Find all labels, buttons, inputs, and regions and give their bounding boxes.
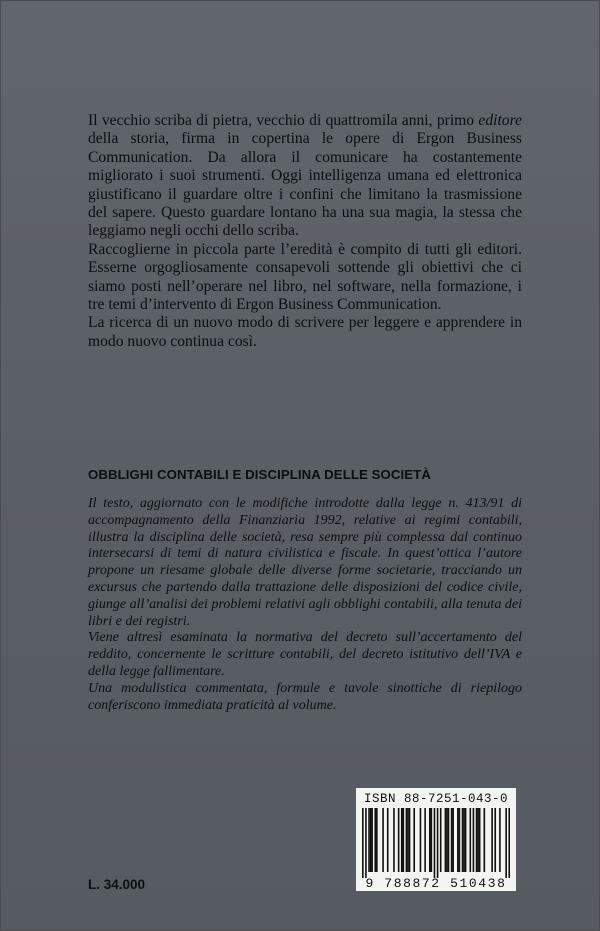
barcode-bar: [437, 808, 439, 878]
barcode-bar: [429, 808, 431, 872]
barcode-bar: [457, 808, 459, 872]
barcode-bar: [371, 808, 373, 872]
barcode-bar: [494, 808, 496, 872]
barcode-bar: [459, 808, 461, 872]
barcode-bar: [479, 808, 481, 872]
barcode-bar: [451, 808, 453, 872]
barcode-bar: [505, 808, 507, 878]
barcode-bar: [409, 808, 411, 872]
barcode-bar: [387, 808, 389, 872]
intro-emphasis: editore: [478, 112, 522, 129]
intro-paragraph-2: Raccoglierne in piccola parte l’eredità è compito di tutti gli editori. Esserne orgogliosamente consapevoli sottende gli obiettivi che ci siamo posti nell’operare nel libro, nel software, nella formazione, i tre temi d’intervento di Ergon Business Communication.: [88, 240, 522, 314]
barcode-bar: [362, 808, 364, 878]
barcode-bar: [403, 808, 405, 872]
barcode-bar: [431, 808, 433, 872]
barcode-bar: [452, 808, 454, 872]
barcode-bars: [362, 808, 510, 878]
ean-number: 9 788872 510438: [365, 876, 507, 891]
barcode-bar: [424, 808, 426, 872]
isbn-label: ISBN 88-7251-043-0: [363, 792, 509, 806]
description-paragraph-1: Il testo, aggiornato con le modifiche introdotte dalla legge n. 413/91 di accompagnamento della Finanziaria 1992, relative ai regimi contabili, illustra la disciplina delle società, resa sempre più complessa dal continuo intersecarsi di temi di natura civilistica e fiscale. In quest’ottica l’autore propone un riesame globale delle diverse forme societarie, tracciando un excursus che partendo dalla trattazione delle disposizioni del codice civile, giunge all’analisi dei problemi relativi agli obblighi contabili, alla tenuta dei libri e dei registri.: [88, 496, 522, 629]
publisher-intro: [88, 112, 522, 351]
barcode-bar: [476, 808, 478, 872]
description-paragraph-2: Viene altresì esaminata la normativa del decreto sull’accertamento del reddito, concernente le scritture contabili, del decreto istitutivo dell’IVA e della legge fallimentare.: [88, 630, 522, 679]
barcode-block: [356, 788, 516, 891]
price-label: L. 34.000: [88, 877, 146, 892]
intro-text-rest: della storia, firma in copertina le opere di Ergon Business Communication. Da allora il comunicare ha costantemente migliorato i suoi strumenti. Oggi intelligenza umana ed elettronica giustificano il guardare oltre i confini che limitano la trasmissione del sapere. Questo guardare lontano ha una sua magia, la stessa che leggiamo negli occhi dello scriba.: [88, 130, 522, 240]
barcode-bar: [491, 808, 493, 872]
barcode-bar: [462, 808, 464, 872]
barcode-bar: [473, 808, 475, 872]
barcode-bar: [463, 808, 465, 872]
barcode-bar: [440, 808, 442, 872]
barcode-bar: [448, 808, 450, 872]
barcode-bar: [434, 808, 436, 878]
barcode-bar: [469, 808, 471, 872]
barcode-bar: [365, 808, 367, 878]
barcode-bar: [465, 808, 467, 872]
barcode-bar: [393, 808, 395, 872]
barcode-bar: [398, 808, 400, 872]
book-description: [88, 496, 522, 714]
intro-paragraph-1: [88, 112, 522, 241]
description-paragraph-3: Una modulistica commentata, formule e tavole sinottiche di riepilogo conferiscono immediata praticità al volume.: [88, 680, 522, 713]
barcode-bar: [445, 808, 447, 872]
barcode-bar: [374, 808, 376, 872]
barcode-bar: [376, 808, 378, 872]
barcode-bar: [477, 808, 479, 872]
barcode-bar: [368, 808, 370, 872]
barcode-bar: [508, 808, 510, 878]
barcode-bar: [406, 808, 408, 872]
barcode-bar: [382, 808, 384, 872]
barcode-bar: [420, 808, 422, 872]
barcode-bar: [407, 808, 409, 872]
book-title: OBBLIGHI CONTABILI E DISCIPLINA DELLE SOCIETÀ: [88, 467, 431, 482]
barcode-bar: [370, 808, 372, 872]
barcode-bar: [446, 808, 448, 872]
intro-text: Il vecchio scriba di pietra, vecchio di quattromila anni, primo: [88, 112, 479, 129]
barcode-bar: [401, 808, 403, 872]
intro-paragraph-3: La ricerca di un nuovo modo di scrivere per leggere e apprendere in modo nuovo continua così.: [88, 314, 522, 350]
barcode-bar: [499, 808, 501, 872]
barcode-bar: [413, 808, 415, 872]
barcode-bar: [484, 808, 486, 872]
